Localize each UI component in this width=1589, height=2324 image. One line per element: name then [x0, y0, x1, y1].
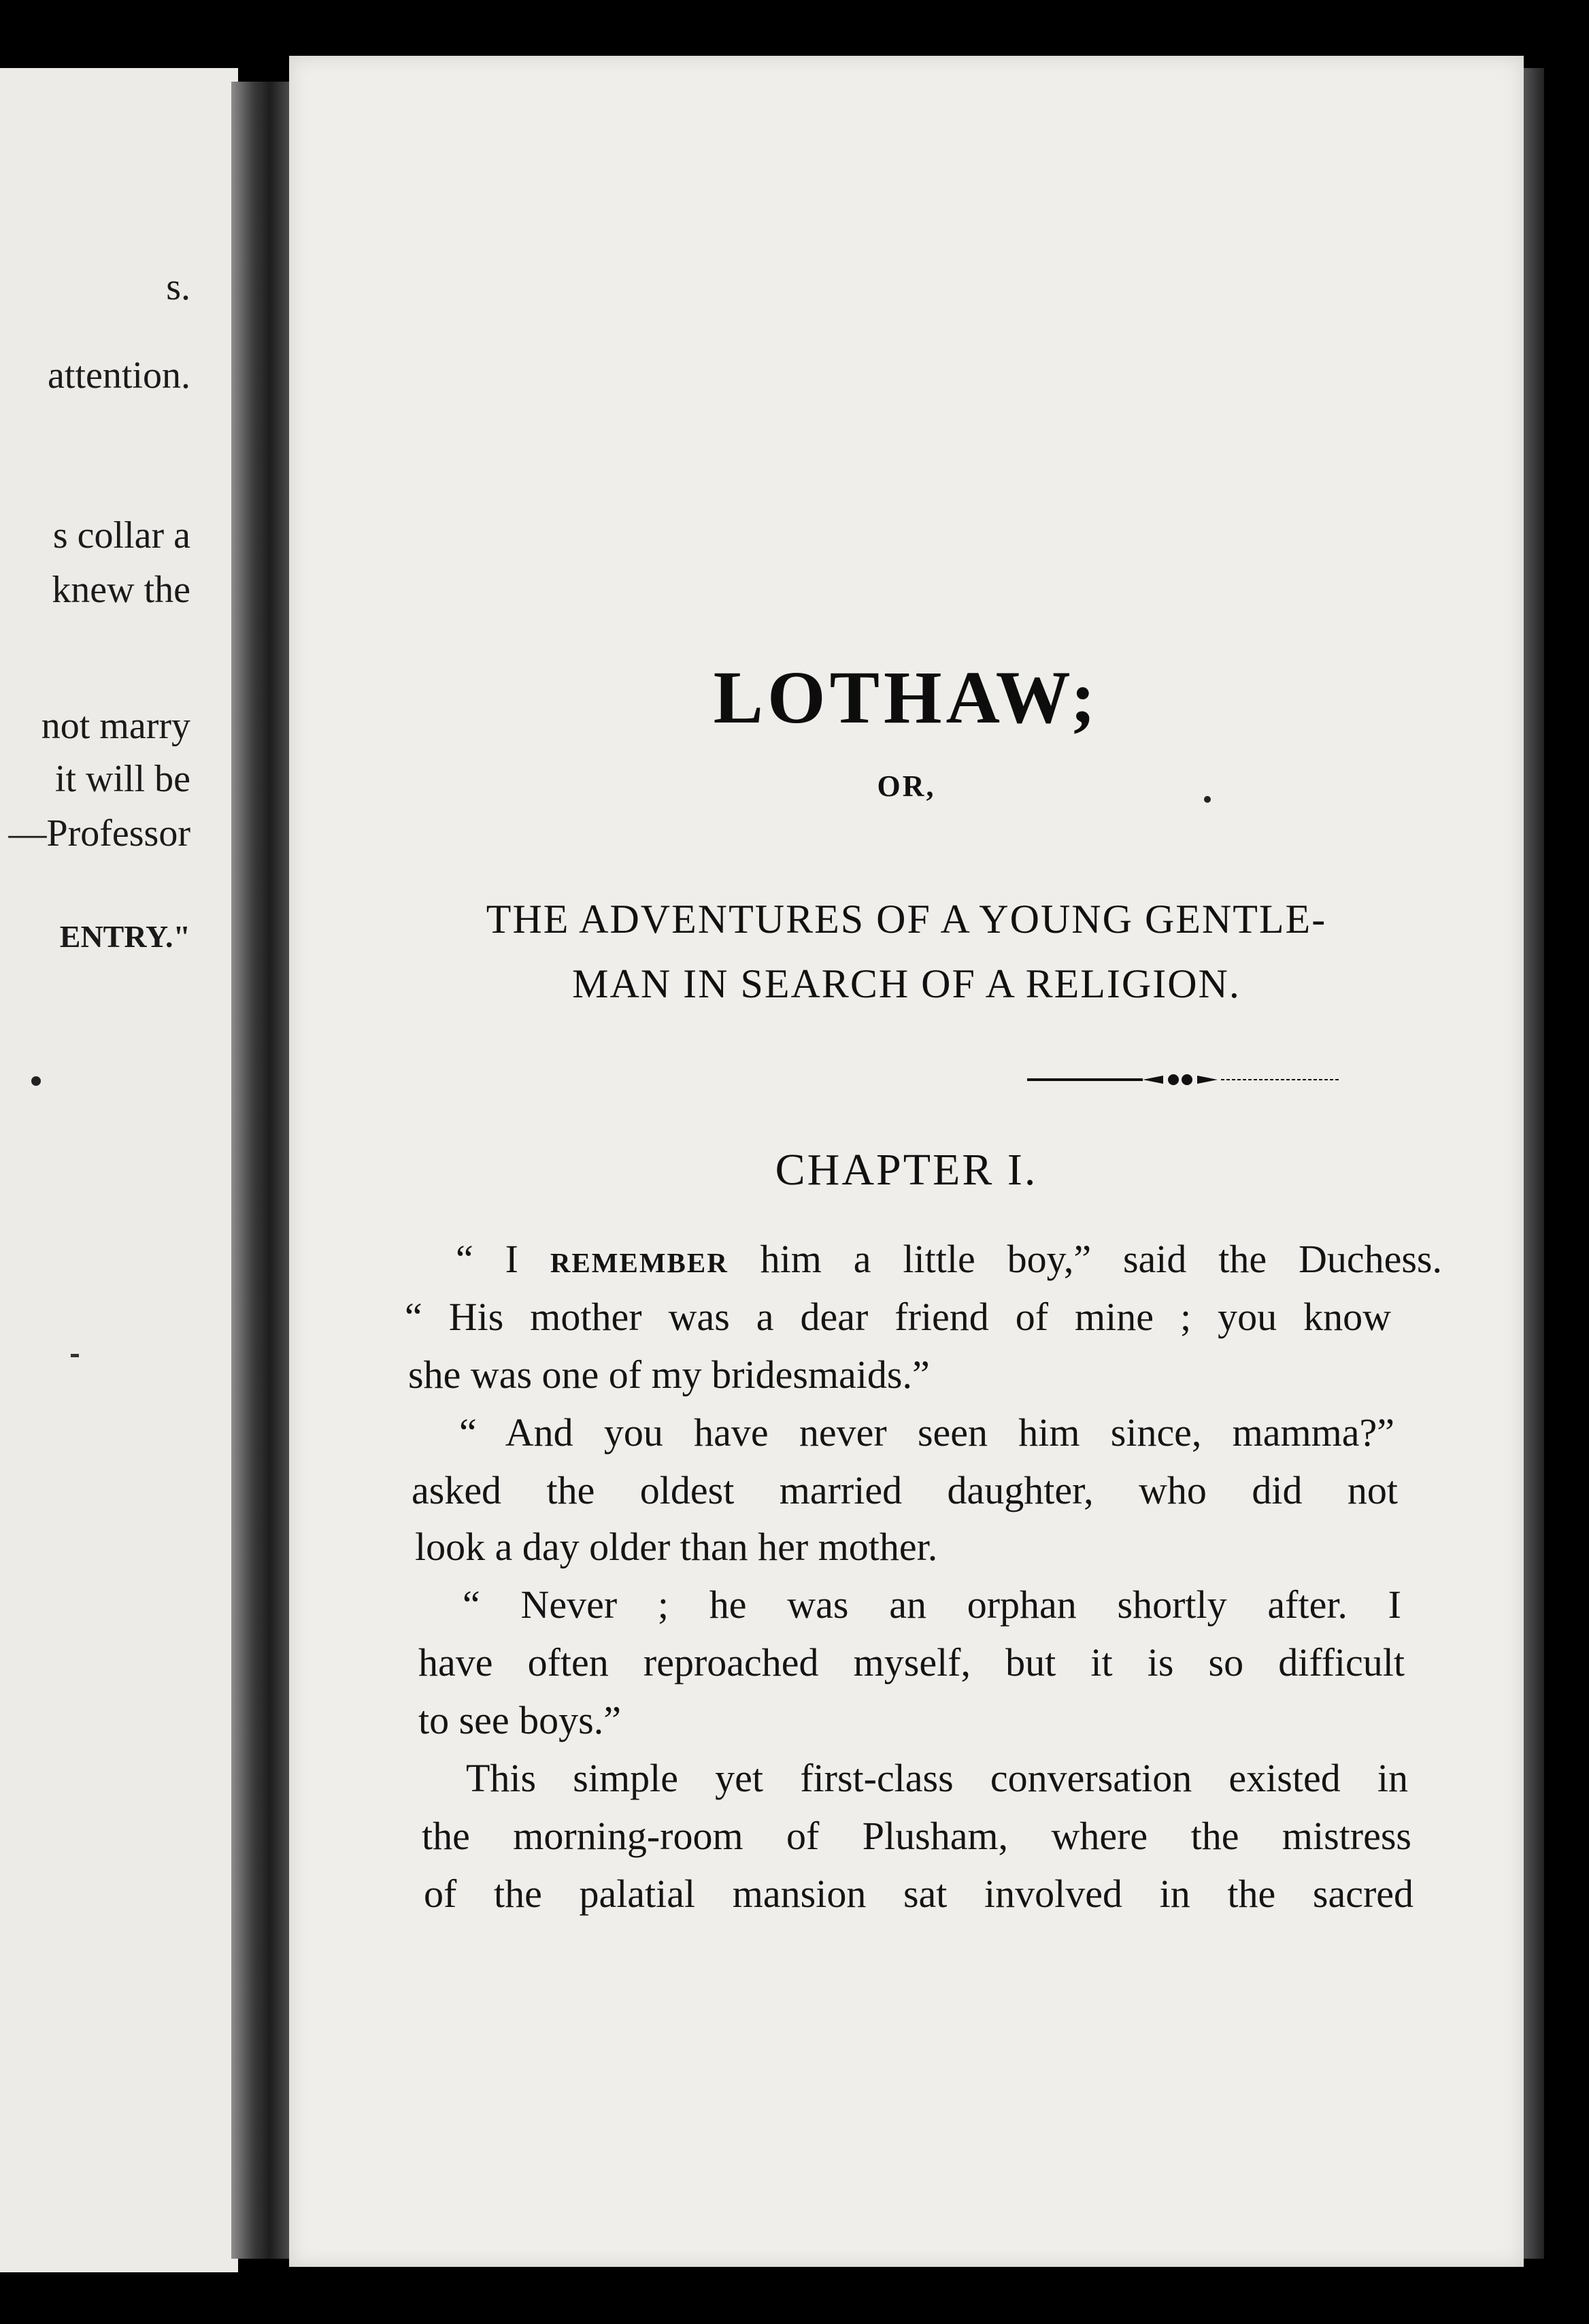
book-title: LOTHAW; — [713, 656, 1100, 739]
left-page-line: ENTRY." — [59, 919, 190, 954]
left-page-line: it will be — [54, 758, 190, 800]
ornament-divider — [1027, 1069, 1340, 1090]
paragraph-line: have often reproached myself, but it is so difficult — [418, 1640, 1405, 1684]
left-page-line: s collar a — [52, 514, 190, 557]
paragraph-line: to see boys.” — [418, 1698, 621, 1742]
page-edge — [1524, 68, 1544, 2259]
chapter-heading: CHAPTER I. — [775, 1145, 1038, 1195]
ink-speck — [31, 1076, 41, 1086]
paragraph-line: of the palatial mansion sat involved in the sacred — [424, 1872, 1414, 1916]
subtitle-line: MAN IN SEARCH OF A RELIGION. — [572, 961, 1241, 1006]
line-text: him a little boy,” said the Duchess. — [728, 1237, 1442, 1281]
opening-word: remember — [550, 1237, 729, 1281]
left-page-line: knew the — [52, 569, 190, 611]
paragraph-line: look a day older than her mother. — [415, 1525, 938, 1569]
ink-speck — [1204, 796, 1211, 803]
title-conjunction: OR, — [877, 769, 936, 803]
paragraph-line: she was one of my bridesmaids.” — [408, 1352, 930, 1397]
left-page-line: attention. — [48, 354, 190, 397]
paragraph-line: the morning-room of Plusham, where the mistress — [422, 1814, 1411, 1858]
book-gutter — [231, 82, 296, 2259]
previous-page — [0, 68, 238, 2272]
subtitle-line: THE ADVENTURES OF A YOUNG GENTLE- — [486, 897, 1327, 942]
paragraph-line: This simple yet first-class conversation existed in — [466, 1756, 1408, 1800]
quote-open: “ I — [456, 1237, 550, 1281]
paragraph-line: “ His mother was a dear friend of mine ; you know — [405, 1295, 1391, 1339]
paragraph-line: “ And you have never seen him since, mamma?” — [459, 1410, 1394, 1455]
book-page — [289, 56, 1524, 2267]
paragraph-line: asked the oldest married daughter, who did not — [412, 1468, 1398, 1512]
ink-speck — [71, 1354, 79, 1357]
paragraph-line — [456, 1236, 1442, 1282]
paragraph-line: “ Never ; he was an orphan shortly after. I — [463, 1582, 1401, 1627]
left-page-line: not marry — [41, 705, 190, 747]
left-page-line: s. — [166, 266, 190, 308]
left-page-line: —Professor — [8, 812, 190, 854]
